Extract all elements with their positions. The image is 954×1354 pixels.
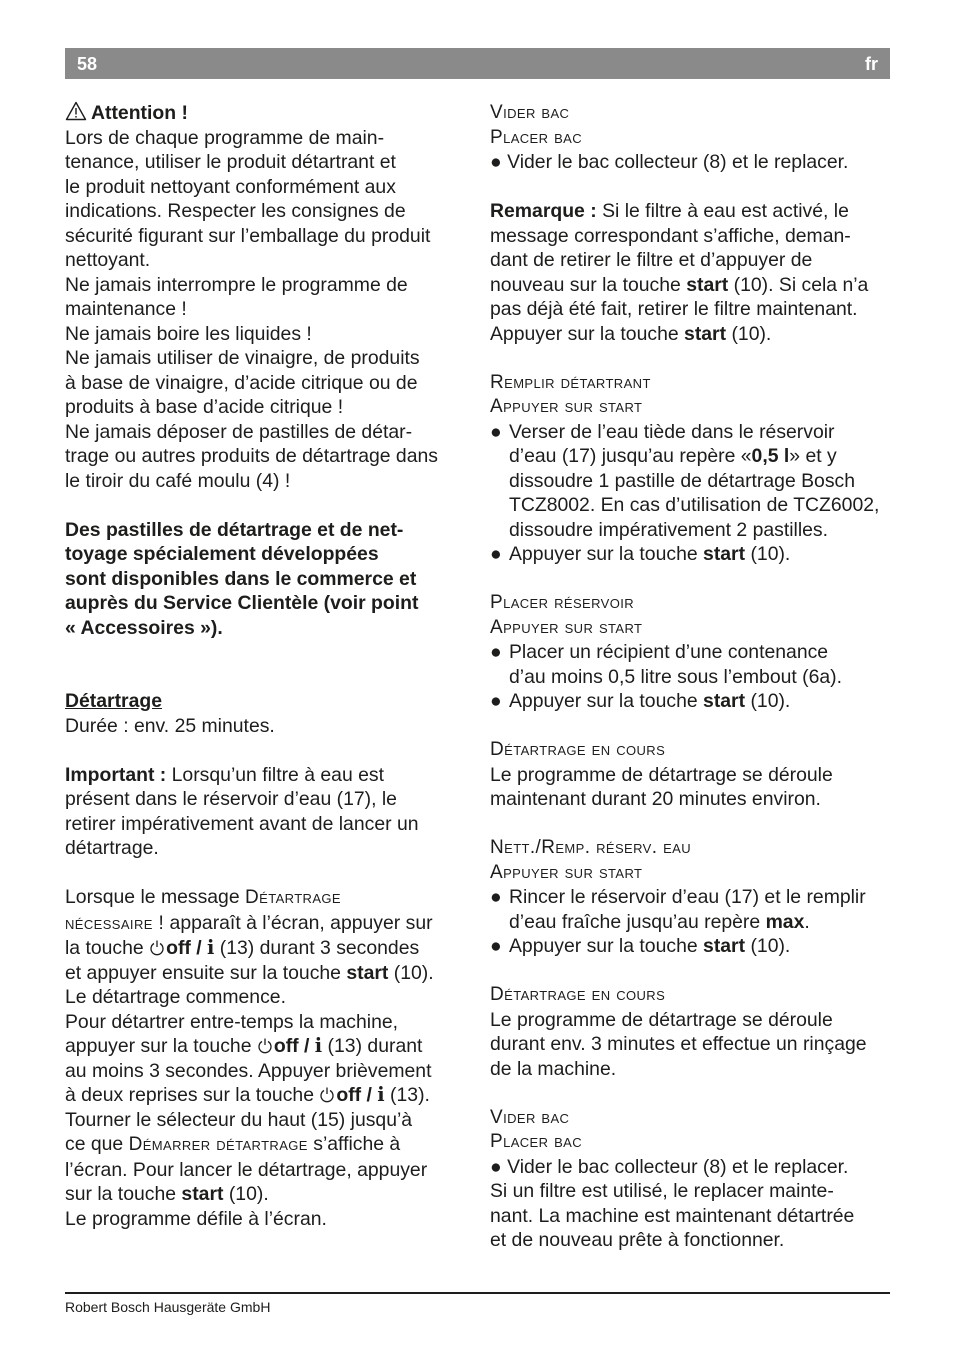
attention-line: Ne jamais déposer de pastilles de détar- xyxy=(65,420,413,443)
instruction-line: durant env. 3 minutes et effectue un rinçage xyxy=(490,1033,867,1055)
display-message: Remplir détartrant xyxy=(490,371,651,393)
instruction-line: ce que Démarrer détartrage s’affiche à xyxy=(65,1133,401,1155)
instruction-line: Lorsque le message Détartrage xyxy=(65,886,341,908)
instruction-line: la touche off / i (13) durant 3 secondes xyxy=(65,936,420,959)
page-number: 58 xyxy=(77,54,98,74)
power-off-icon xyxy=(319,1086,335,1103)
section-title: Détartrage xyxy=(65,690,162,712)
language-code: fr xyxy=(865,54,878,74)
bullet-icon: ● xyxy=(490,420,502,443)
accessories-note-line: auprès du Service Clientèle (voir point xyxy=(65,592,419,614)
display-message: Vider bac xyxy=(490,1106,570,1128)
instruction-line: Le détartrage commence. xyxy=(65,986,286,1008)
display-message: Appuyer sur start xyxy=(490,861,643,883)
remark-line: nouveau sur la touche start (10). Si cela n’a xyxy=(490,273,869,296)
attention-line: Ne jamais utiliser de vinaigre, de produits xyxy=(65,347,420,369)
instruction-line: nant. La machine est maintenant détartrée xyxy=(490,1204,855,1227)
display-message: Démarrer détartrage xyxy=(128,1134,308,1155)
bullet-icon: ● xyxy=(490,935,502,957)
list-item: ● Verser de l’eau tiède dans le réservoir d’eau (17) jusqu’au repère «0,5 l» et y dissoudre 1 pastille de détartrage Bosch TCZ8002. En cas d’utilisation de TCZ6002, dissoudre impérativement 2 pastilles. xyxy=(490,420,880,541)
remark-line: message correspondant s’affiche, deman- xyxy=(490,224,851,247)
bullet-icon: ● xyxy=(490,641,502,663)
display-message: nécessaire ! xyxy=(65,912,165,934)
display-message: Placer réservoir xyxy=(490,592,635,613)
attention-line: le tiroir du café moulu (4) ! xyxy=(65,469,291,492)
instruction-line: de la machine. xyxy=(490,1057,617,1080)
display-message: Vider bac xyxy=(490,102,570,123)
instruction-line: maintenant durant 20 minutes environ. xyxy=(490,788,821,810)
attention-line: le produit nettoyant conformément aux xyxy=(65,175,396,198)
instruction-line: à deux reprises sur la touche off / i (13). xyxy=(65,1083,430,1106)
footer-company: Robert Bosch Hausgeräte GmbH xyxy=(65,1299,271,1315)
left-column xyxy=(65,101,465,1231)
instruction-line: et appuyer ensuite sur la touche start (10). xyxy=(65,961,434,984)
attention-line: indications. Respecter les consignes de xyxy=(65,200,406,222)
attention-line: tenance, utiliser le produit détartrant et xyxy=(65,151,396,173)
power-off-icon xyxy=(149,939,165,956)
attention-line: nettoyant. xyxy=(65,249,151,271)
remark-line: Appuyer sur la touche start (10). xyxy=(490,322,772,345)
remark-line: pas déjà été fait, retirer le filtre maintenant. xyxy=(490,298,858,320)
important-note: Important : Lorsqu’un filtre à eau est xyxy=(65,763,385,786)
instruction-line: appuyer sur la touche off / i (13) durant xyxy=(65,1034,423,1057)
accessories-note-line: « Accessoires »). xyxy=(65,616,223,639)
important-note-line: présent dans le réservoir d’eau (17), le xyxy=(65,788,397,810)
display-message: Nett./Remp. réserv. eau xyxy=(490,837,691,858)
warning-triangle-icon xyxy=(65,101,87,121)
right-column xyxy=(490,101,892,1253)
accessories-note-line: toyage spécialement développées xyxy=(65,543,379,565)
display-message: Appuyer sur start xyxy=(490,396,643,417)
remark-line: dant de retirer le filtre et d’appuyer de xyxy=(490,249,813,271)
attention-line: sécurité figurant sur l’emballage du produit xyxy=(65,224,431,247)
instruction-line: nécessaire ! apparaît à l’écran, appuyer sur xyxy=(65,911,433,934)
instruction-line: ● Vider le bac collecteur (8) et le replacer. xyxy=(490,151,849,173)
bullet-icon: ● xyxy=(490,886,502,908)
list-item: ● Rincer le réservoir d’eau (17) et le remplir d’eau fraîche jusqu’au repère max. xyxy=(490,886,866,933)
list-item: ● Placer un récipient d’une contenance d’au moins 0,5 litre sous l’embout (6a). xyxy=(490,641,843,688)
instruction-line: ● Vider le bac collecteur (8) et le replacer. xyxy=(490,1155,849,1178)
attention-line: produits à base d’acide citrique ! xyxy=(65,396,344,418)
power-off-icon xyxy=(257,1037,273,1054)
display-message: Détartrage xyxy=(245,887,341,908)
attention-heading xyxy=(65,101,465,126)
list-item: ● Appuyer sur la touche start (10). xyxy=(490,935,791,957)
attention-line: à base de vinaigre, d’acide citrique ou de xyxy=(65,371,418,394)
attention-title: Attention ! xyxy=(91,102,188,124)
duration-text: Durée : env. 25 minutes. xyxy=(65,714,275,737)
bullet-icon: ● xyxy=(490,543,502,565)
list-item: ● Appuyer sur la touche start (10). xyxy=(490,690,791,712)
instruction-line: sur la touche start (10). xyxy=(65,1183,269,1205)
instruction-line: Tourner le sélecteur du haut (15) jusqu’à xyxy=(65,1108,413,1131)
instruction-line: Si un filtre est utilisé, le replacer mainte- xyxy=(490,1180,834,1202)
instruction-line: et de nouveau prête à fonctionner. xyxy=(490,1229,785,1251)
display-message: Placer bac xyxy=(490,126,583,148)
remark-note: Remarque : Si le filtre à eau est activé, le xyxy=(490,200,849,222)
attention-line: Ne jamais boire les liquides ! xyxy=(65,322,312,345)
list-item: ● Appuyer sur la touche start (10). xyxy=(490,543,791,565)
instruction-line: au moins 3 secondes. Appuyer brièvement xyxy=(65,1059,432,1082)
important-note-line: retirer impérativement avant de lancer un xyxy=(65,812,419,835)
accessories-note-line: Des pastilles de détartrage et de net- xyxy=(65,518,404,541)
attention-line: maintenance ! xyxy=(65,298,187,320)
bullet-icon: ● xyxy=(490,690,502,712)
bullet-icon: ● xyxy=(490,151,502,173)
attention-line: trage ou autres produits de détartrage dans xyxy=(65,445,438,467)
bullet-icon: ● xyxy=(490,1155,502,1178)
page-header xyxy=(65,48,890,79)
instruction-line: Pour détartrer entre-temps la machine, xyxy=(65,1010,399,1033)
display-message: Détartrage en cours xyxy=(490,984,666,1005)
attention-line: Lors de chaque programme de main- xyxy=(65,126,385,149)
accessories-note-line: sont disponibles dans le commerce et xyxy=(65,567,417,590)
display-message: Détartrage en cours xyxy=(490,739,666,760)
footer-divider xyxy=(65,1292,890,1294)
instruction-line: Le programme de détartrage se déroule xyxy=(490,763,833,786)
instruction-line: Le programme de détartrage se déroule xyxy=(490,1008,833,1031)
instruction-line: Le programme défile à l’écran. xyxy=(65,1207,327,1230)
attention-line: Ne jamais interrompre le programme de xyxy=(65,273,408,296)
display-message: Appuyer sur start xyxy=(490,616,643,638)
display-message: Placer bac xyxy=(490,1131,583,1152)
instruction-line: l’écran. Pour lancer le détartrage, appuyer xyxy=(65,1158,428,1181)
important-note-line: détartrage. xyxy=(65,837,159,859)
